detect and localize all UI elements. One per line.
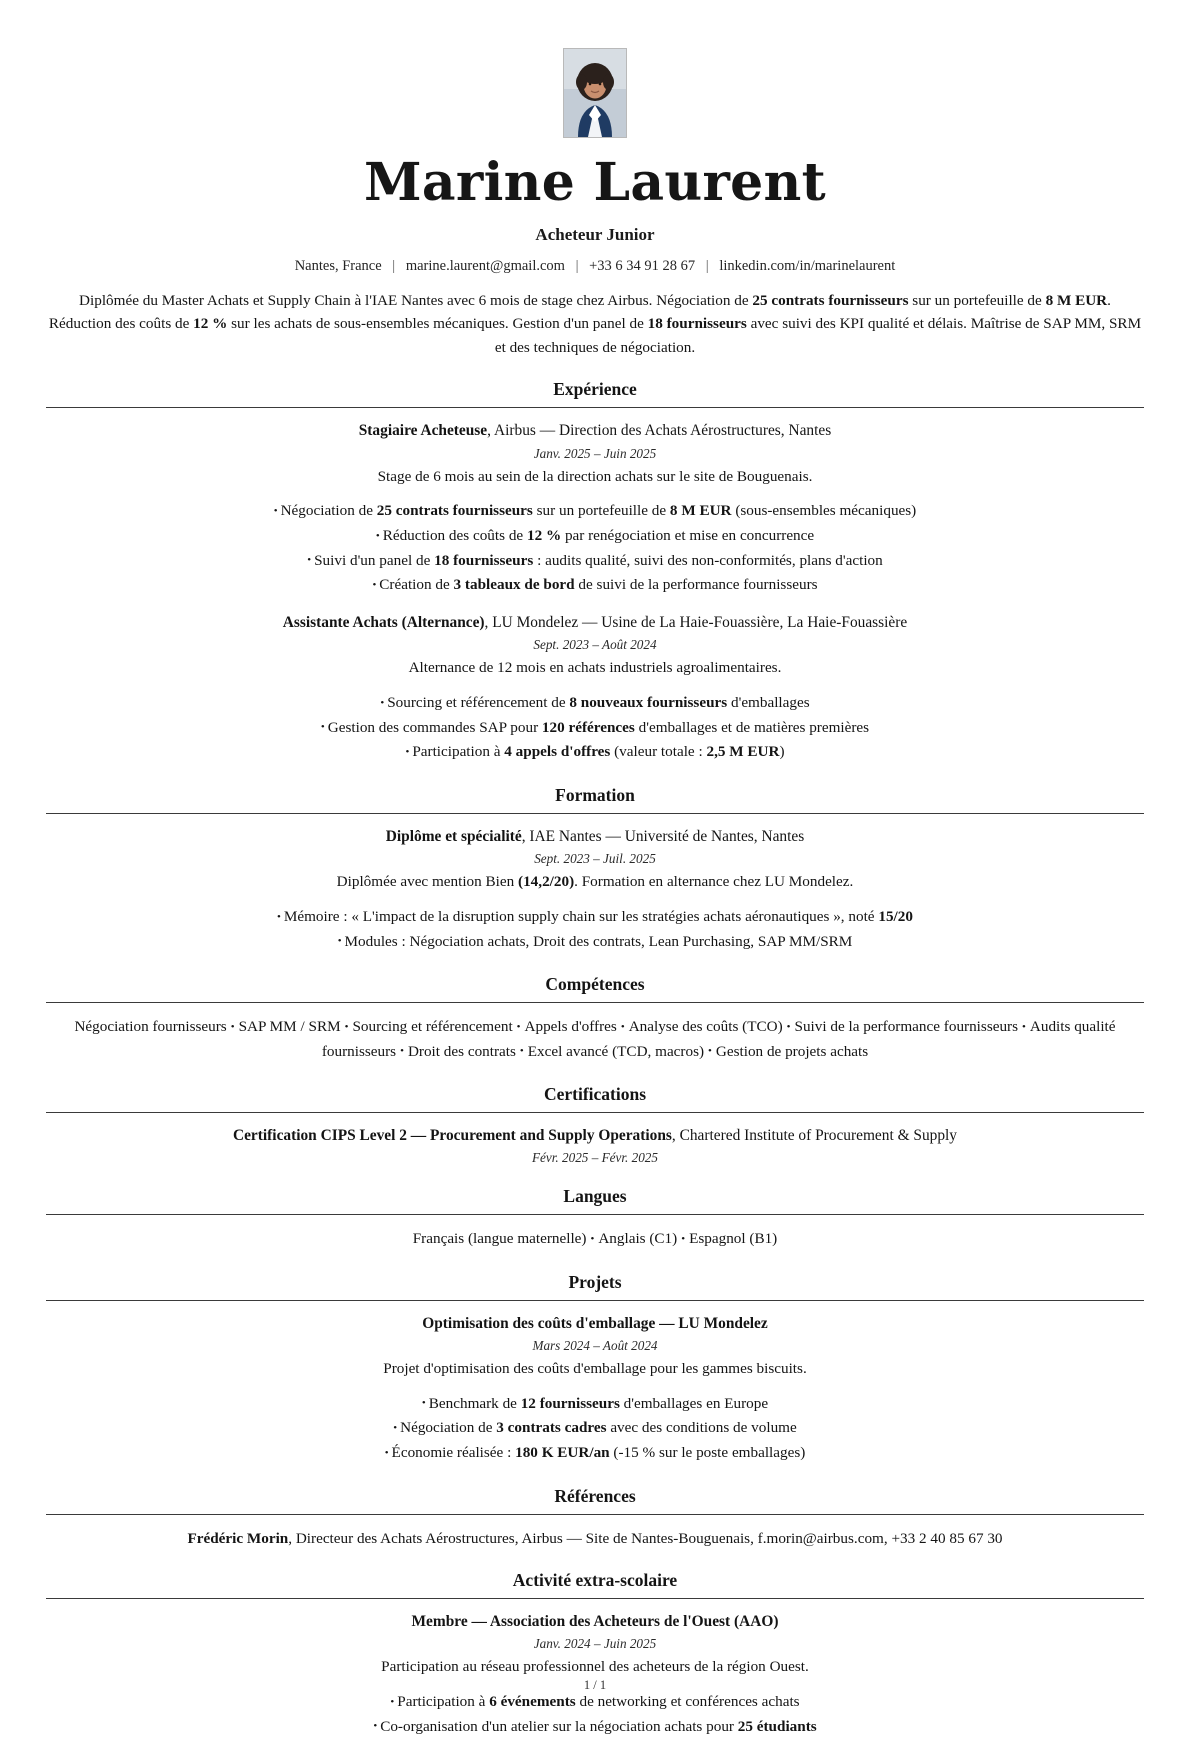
contact-phone[interactable]: +33 6 34 91 28 67 — [589, 257, 696, 274]
profile-summary: Diplômée du Master Achats et Supply Chain à l'IAE Nantes avec 6 mois de stage chez Airbus. Négociation de 25 contrats fournisseurs sur un portefeuille de 8 M EUR. Réduction des coûts de 12 % sur les achats de sous-ensembles mécaniques. Gestion d'un panel de 18 fournisseurs avec suivi des KPI qualité et délais. Maîtrise de SAP MM, SRM et des techniques de négociation. — [48, 291, 1142, 356]
bullet-item: • Participation à 6 événements de networking et conférences achats — [390, 1693, 800, 1711]
bullet-dot-icon: • — [384, 1446, 389, 1459]
bullet-item: • Réduction des coûts de 12 % par renégociation et mise en concurrence — [375, 527, 815, 545]
bullet-dot-icon: • — [373, 1720, 378, 1733]
experience-entries — [46, 420, 1144, 765]
contact-linkedin[interactable]: linkedin.com/in/marinelaurent — [719, 257, 896, 274]
entry-date-range: Janv. 2025 – Juin 2025 — [533, 445, 657, 461]
bullet-dot-icon: • — [230, 1021, 235, 1033]
entry-heading: Certification CIPS Level 2 — Procurement and Supply Operations, Chartered Institute of Procurement & Supply — [232, 1126, 958, 1144]
extra-entries — [46, 1611, 1144, 1739]
section-title-formation: Formation — [555, 784, 635, 805]
entry-heading: Optimisation des coûts d'emballage — LU Mondelez — [422, 1314, 768, 1332]
bullet-dot-icon: • — [516, 1021, 521, 1033]
entry — [46, 420, 1144, 598]
bullet-dot-icon: • — [681, 1232, 686, 1245]
entry-heading: Stagiaire Acheteuse, Airbus — Direction des Achats Aérostructures, Nantes — [358, 422, 832, 440]
avatar — [563, 48, 627, 138]
bullet-item: • Suivi d'un panel de 18 fournisseurs : audits qualité, suivi des non-conformités, plans d'action — [307, 551, 883, 569]
entry-description: Participation au réseau professionnel des acheteurs de la région Ouest. — [381, 1658, 809, 1676]
bullet-item: • Participation à 4 appels d'offres (valeur totale : 2,5 M EUR) — [405, 743, 785, 761]
bullet-dot-icon: • — [307, 554, 312, 567]
section-langues — [46, 1186, 1144, 1251]
entry-heading: Assistante Achats (Alternance), LU Mondelez — Usine de La Haie-Fouassière, La Haie-Fouassière — [282, 613, 908, 631]
entry — [46, 1611, 1144, 1739]
bullet-dot-icon: • — [400, 1045, 404, 1058]
bullet-dot-icon: • — [273, 505, 278, 518]
section-title-langues: Langues — [563, 1186, 627, 1207]
entry-bullet-list — [46, 1690, 1144, 1739]
formation-entries — [46, 826, 1144, 954]
section-competences — [46, 974, 1144, 1064]
bullet-dot-icon: • — [405, 745, 410, 758]
bullet-item: • Sourcing et référencement de 8 nouveaux fournisseurs d'emballages — [380, 694, 810, 712]
entry — [46, 612, 1144, 765]
bullet-dot-icon: • — [390, 1695, 395, 1708]
bullet-item: • Négociation de 3 contrats cadres avec des conditions de volume — [393, 1419, 797, 1437]
job-title: Acheteur Junior — [535, 224, 655, 244]
bullet-dot-icon: • — [337, 935, 342, 948]
list-item: Français (langue maternelle) — [412, 1230, 587, 1248]
entry — [46, 1313, 1144, 1466]
entry-date-range: Mars 2024 – Août 2024 — [532, 1337, 658, 1353]
entry — [46, 1125, 1144, 1166]
contact-email[interactable]: marine.laurent@gmail.com — [405, 257, 565, 274]
list-item: Analyse des coûts (TCO) — [628, 1018, 783, 1036]
contact-line — [46, 258, 1144, 275]
bullet-dot-icon: • — [372, 578, 377, 591]
section-divider — [46, 1112, 1144, 1113]
entry-bullet-list — [46, 1392, 1144, 1466]
entry — [46, 826, 1144, 954]
entry-description: Projet d'optimisation des coûts d'emballage pour les gammes biscuits. — [383, 1359, 807, 1377]
bullet-dot-icon: • — [708, 1045, 712, 1058]
bullet-item: • Modules : Négociation achats, Droit des contrats, Lean Purchasing, SAP MM/SRM — [337, 932, 853, 950]
contact-separator-3: | — [705, 257, 709, 274]
entry-date-range: Févr. 2025 – Févr. 2025 — [532, 1150, 658, 1166]
bullet-dot-icon: • — [393, 1421, 398, 1434]
languages-list — [46, 1227, 1144, 1251]
bullet-dot-icon: • — [344, 1021, 349, 1033]
bullet-item: • Gestion des commandes SAP pour 120 références d'emballages et de matières premières — [320, 718, 870, 736]
bullet-dot-icon: • — [320, 721, 325, 734]
section-divider — [46, 1002, 1144, 1003]
avatar-container — [46, 48, 1144, 138]
bullet-dot-icon: • — [375, 529, 380, 542]
section-certifications — [46, 1084, 1144, 1166]
bullet-dot-icon: • — [277, 910, 281, 923]
list-item: Audits qualité fournisseurs — [321, 1018, 1116, 1060]
entry-description: Stage de 6 mois au sein de la direction achats sur le site de Bouguenais. — [377, 467, 813, 485]
bullet-dot-icon: • — [421, 1397, 426, 1410]
section-references — [46, 1486, 1144, 1551]
section-divider — [46, 1214, 1144, 1215]
contact-location: Nantes, France — [294, 257, 382, 274]
list-item: Anglais (C1) — [598, 1230, 678, 1248]
section-divider — [46, 1598, 1144, 1599]
list-item: Sourcing et référencement — [352, 1018, 513, 1036]
list-item: Appels d'offres — [524, 1018, 617, 1036]
entry-description: Diplômée avec mention Bien (14,2/20). Formation en alternance chez LU Mondelez. — [336, 873, 854, 891]
list-item: Suivi de la performance fournisseurs — [794, 1018, 1019, 1036]
skills-list — [46, 1015, 1144, 1064]
section-divider — [46, 407, 1144, 408]
section-extra-scolaire — [46, 1570, 1144, 1739]
page-title: Marine Laurent — [364, 152, 826, 213]
list-item: Excel avancé (TCD, macros) — [527, 1042, 705, 1060]
entry-date-range: Janv. 2024 – Juin 2025 — [533, 1636, 657, 1652]
list-item: SAP MM / SRM — [238, 1018, 341, 1036]
section-title-projets: Projets — [568, 1271, 622, 1292]
section-formation — [46, 785, 1144, 954]
bullet-item: • Co-organisation d'un atelier sur la négociation achats pour 25 étudiants — [373, 1717, 817, 1735]
contact-separator-1: | — [392, 257, 396, 274]
reference-line: Frédéric Morin, Directeur des Achats Aérostructures, Airbus — Site de Nantes-Bouguenais, f.morin@airbus.com, +33 2 40 85 67 30 — [187, 1529, 1003, 1547]
bullet-dot-icon: • — [620, 1021, 625, 1033]
entry-description: Alternance de 12 mois en achats industriels agroalimentaires. — [408, 659, 782, 677]
bullet-item: • Création de 3 tableaux de bord de suivi de la performance fournisseurs — [372, 576, 818, 594]
bullet-dot-icon: • — [519, 1045, 524, 1058]
portrait-photo-icon — [564, 49, 626, 137]
section-divider — [46, 1514, 1144, 1515]
list-item: Droit des contrats — [407, 1042, 516, 1060]
bullet-item: • Benchmark de 12 fournisseurs d'emballages en Europe — [421, 1394, 769, 1412]
bullet-item: • Mémoire : « L'impact de la disruption supply chain sur les stratégies achats aéronautiques », noté 15/20 — [277, 908, 913, 926]
entry-date-range: Sept. 2023 – Juil. 2025 — [534, 851, 656, 867]
page-indicator: 1 / 1 — [583, 1678, 607, 1693]
bullet-dot-icon: • — [380, 696, 385, 709]
list-item: Gestion de projets achats — [715, 1042, 869, 1060]
section-divider — [46, 813, 1144, 814]
bullet-item: • Négociation de 25 contrats fournisseurs sur un portefeuille de 8 M EUR (sous-ensembles mécaniques) — [273, 502, 917, 520]
bullet-item: • Économie réalisée : 180 K EUR/an (-15 % sur le poste emballages) — [384, 1443, 806, 1461]
section-experience — [46, 379, 1144, 765]
section-title-extra-scolaire: Activité extra-scolaire — [512, 1570, 678, 1591]
bullet-dot-icon: • — [786, 1021, 791, 1033]
entry-bullet-list — [46, 905, 1144, 954]
section-title-experience: Expérience — [553, 379, 637, 400]
bullet-dot-icon: • — [1022, 1021, 1026, 1033]
entry-bullet-list — [46, 499, 1144, 598]
contact-separator-2: | — [575, 257, 579, 274]
entry-bullet-list — [46, 691, 1144, 765]
bullet-dot-icon: • — [590, 1232, 595, 1245]
entry-date-range: Sept. 2023 – Août 2024 — [533, 637, 657, 653]
entry-heading: Membre — Association des Acheteurs de l'Ouest (AAO) — [411, 1613, 779, 1631]
section-divider — [46, 1300, 1144, 1301]
section-projets — [46, 1272, 1144, 1466]
section-title-certifications: Certifications — [543, 1083, 647, 1104]
entry-heading: Diplôme et spécialité, IAE Nantes — Université de Nantes, Nantes — [385, 827, 805, 845]
section-title-references: Références — [554, 1485, 636, 1506]
section-title-competences: Compétences — [545, 974, 645, 995]
list-item: Espagnol (B1) — [689, 1230, 778, 1248]
project-entries — [46, 1313, 1144, 1466]
list-item: Négociation fournisseurs — [74, 1018, 227, 1036]
certification-entries — [46, 1125, 1144, 1166]
